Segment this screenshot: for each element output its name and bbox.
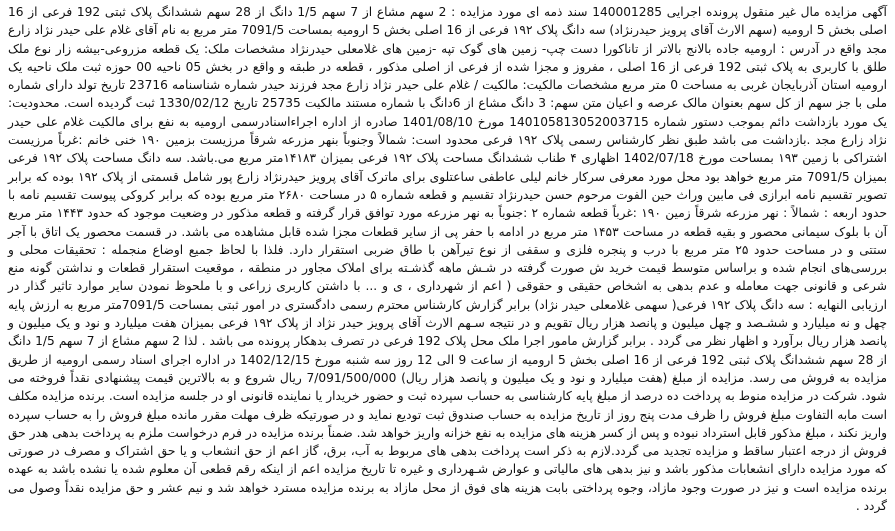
auction-notice-text: آگهی مزایده مال غیر منقول پرونده اجرایی 140001285 سند ذمه ای مورد مزایده : 2 سهم مشاع از 7 سهم 1/5 دانگ از 28 سهم ششدانگ پلاک ثبتی 192 فرعی از 16 اصلی بخش 5 ارومیه (سهم الارث آقای پرویز حیدرنژاد) سه دانگ پلاک ۱۹۲ فرعی از 16 اصلی بخش 5 ارومیه بمساحت 7091/5 متر مربع به نام آقای غلام علی حیدر نژاد زارع مجد واقع در آدرس : ارومیه جاده بالانج بالاتر از تاناکورا دست چپ- زمین های گوک تپه -زمین های غلامعلی حیدرنژاد مشخصات ملک: یک قطعه مزروعی-بیشه زار نوع ملک طلق با کاربری به پلاک ثبتی 192 فرعی از 16 اصلی ، مفروز و مجزا شده از فرعی از اصلی مذکور ، قطعه در طبقه و واقع در بخش 05 ناحیه 00 حوزه ثبت ملک ناحیه یک ارومیه استان آذربایجان غربی به مساحت 0 متر مربع مشخصات مالکیت: مالکیت / غلام علی حیدر نژاد زارع مجد فرزند حیدر شماره شناسنامه 23716 تاریخ تولد دارای شماره ملی با جز سهم از کل سهم بعنوان مالک عرصه و اعیان متن سهم: 3 دانگ مشاع از 6دانگ با شماره مستند مالکیت 25735 تاریخ 1330/02/12 ثبت گردیده است. محدودیت: یک مورد بازداشت دائم بموجب دستور شماره 140105813052003715 مورخ 1401/08/10 صادره از اداره اجراءاسنادرسمی ارومیه به نفع برای مالکیت غلام علی حیدر نژاد زارع مجد .بازداشت می باشد طبق نظر کارشناس رسمی پلاک ۱۹۲ فرعی محدود است: شمالاً وجنوباً بنهر مزرعه شرقاً مرزیست بزمین ۱۹۰ خنی خانم :غرباً مرزیست اشتراکی با زمین ۱۹۳ بمساحت مورخ 1402/07/18 اظهاری ۴ طناب ششدانگ مساحت پلاک ۱۹۲ فرعی بمیزان ۱۴۱۸۳متر مربع می.باشد. سه دانگ مساحت پلاک ۱۹۲ فرعی بمیزان 7091/5 متر مربع خواهد بود محل مورد معرفی سرکار خانم لیلی عاطفی ساعتلوی برای ماترک آقای پرویز حیدرنژاد زارع پور شامل قسمتی از پلاک ۱۹۲ بوده که برابر تصویر تقسیم نامه ابرازی فی مابین وراث حین الفوت مرحوم حسن حیدرنژاد تقسیم و قطعه شماره ۵ در مساحت ۲۶۸۰ متر مربع بوده که برابر کروکی پیوست تقسیم نامه با حدود اربعه : شمالاً : نهر مزرعه شرقاً زمین ۱۹۰ :غرباً قطعه شماره ۲ :جنوباً به نهر مزرعه مورد توافق قرار گرفته و قطعه مذکور در وضعیت موجود که حدود ۱۴۴۳ متر مربع آن با بلوک سیمانی محصور و بقیه قطعه در مساحت ۱۴۵۳ متر مربع در ادامه با حفر پی از سایر قطعات مجزا شده قابل مشاهده می باشد. در قسمت محصور یک اتاق با آجر ستتی و در مساحت حدود ۲۵ متر مربع با درب و پنجره فلزی و سقفی از نوع تیرآهن با طاق ضربی استقرار دارد. فلذا با لحاظ جمیع اوضاع منجمله : تحقیقات محلی و بررسی‌های انجام شده و براساس متوسط قیمت خرید ش صورت گرفته در شـش ماهه گذشـته برای املاک مجاور در منطقه ، موقعیت استقرار قطعات و نداشتن گونه منع شرعی و قانونی جهت معامله و عدم بدهی به اشخاص حقیقی و حقوقی ( اعم از شهرداری ، ی و ... با داشتن کاربری زراعی و با ملحوظ نمودن سایر موارد تاثیر گذار در ارزیابی النهایه : سه دانگ پلاک ۱۹۲ فرعی( سهمی غلامعلی حیدر نژاد) برابر گزارش کارشناس محترم رسمی دادگستری در امور ثبتی بمساحت 7091/5متر مربع به ارزش پایه چهل و نه میلیارد و ششـصد و چهل میلیون و پانصد هزار ریال تقویم و در نتیجه سـهم الارث آقای پرویز حیدر نژاد از پلاک ۱۹۲ فرعی بمیزان هفت میلیارد و نود و یک میلیون و پانصد هزار ریال برآورد و اظهار نظر می گردد . برابر گزارش مامور اجرا ملک محل پلاک 192 فرعی در تصرف بدهکار پرونده می باشد . لذا 2 سهم مشاع از 7 سهم 1/5 دانگ از 28 سهم ششدانگ پلاک ثبتی 192 فرعی از 16 اصلی بخش 5 ارومیه از ساعت 9 الی 12 روز سه شنبه مورخ 1402/12/15 در اداره اجرای اسناد رسمی ارومیه از طریق مزایده به فروش می رسد. مزایده از مبلغ (هفت میلیارد و نود و یک میلیون و پانصد هزار ریال) 7/091/500/000 ریال شروع و به بالاترین قیمت پیشنهادی نقداً فروخته می شود. شرکت در مزایده منوط به پرداخت ده درصد از مبلغ پایه کارشناسی به حساب سپرده ثبت و حضور خریدار یا نماینده قانونی او در جلسه مزایده است. برنده مزایده مکلف است مابه التفاوت مبلغ فروش را ظرف مدت پنج روز از تاریخ مزایده به حساب صندوق ثبت تودیع نماید و در صورتیکه ظرف مهلت مقرر مانده مبلغ فروش را به حساب سپرده واریز نکند ، مبلغ مذکور قابل استرداد نبوده و پس از کسر هزینه های مزایده به نفع خزانه واریز خواهد شد. ضمناً برنده مزایده در فرم درخواست ملزم به پرداخت بدهی هدر حق فروش از درجه اعتبار ساقط و مزایده تجدید می گردد.لازم به ذکر است پرداخت بدهی های مربوط به آب، برق، گاز اعم از حق انشعاب و یا حق اشتراک و مصرف در صورتی که مورد مزایده دارای انشعابات مذکور باشد و نیز بدهی های مالیاتی و عوارض شـهرداری و غیره تا تاریخ مزایده اعم از اینکه رقم قطعی آن معلوم شده یا نشده باشد به عهده برنده مزایده است و نیز در صورت وجود مازاد، وجوه پرداختی بابت هزینه های فوق از محل مازاد به برنده مزایده مسترد خواهد شد و نیم عشر و حق مزایده نقداً وصول می گردد . [8,5,887,514]
